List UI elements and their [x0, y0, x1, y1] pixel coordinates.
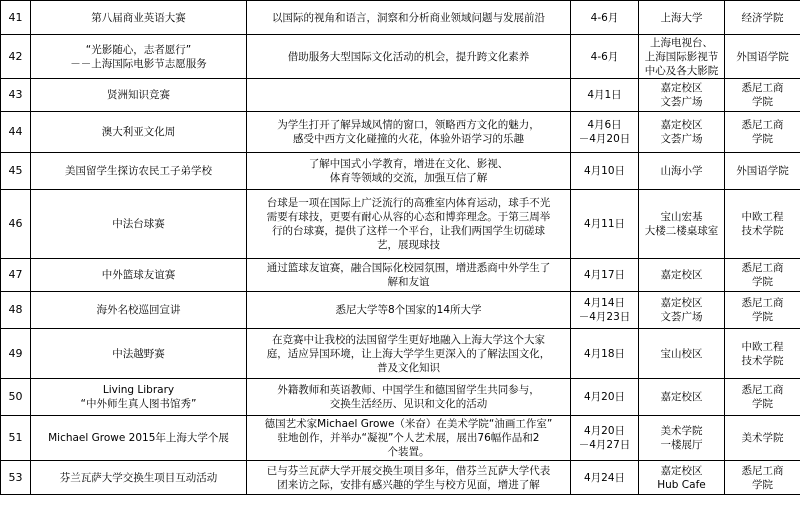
event-organizer-cell	[725, 379, 800, 416]
event-name-cell	[31, 379, 247, 416]
event-date-line: 4月20日	[583, 391, 626, 403]
table-row	[1, 153, 800, 190]
event-location-line: 嘉定校区	[660, 119, 703, 131]
event-date-cell	[571, 329, 639, 379]
event-name-line: 中法越野赛	[112, 347, 165, 360]
event-description-line: 德国艺术家Michael Growe（米奋）在美术学院“油画工作室”	[264, 418, 553, 430]
event-date-line: 4月24日	[583, 471, 626, 484]
event-location-cell	[639, 292, 725, 329]
event-location-line: 大楼二楼桌球室	[644, 225, 719, 237]
event-organizer-line: 悉尼工商	[741, 464, 784, 477]
event-description-line: 交换生活经历、见识和文化的活动	[329, 398, 488, 410]
event-date-cell	[571, 259, 639, 292]
event-description-cell	[247, 329, 571, 379]
event-name-line: Michael Growe 2015年上海大学个展	[48, 432, 229, 444]
event-name-line: 贤洲知识竞赛	[107, 89, 170, 101]
event-number-cell: 48	[1, 292, 31, 329]
event-date-line: 4月10日	[583, 165, 626, 177]
event-organizer-cell	[725, 416, 800, 461]
event-name-cell	[31, 153, 247, 190]
table-row	[1, 379, 800, 416]
event-location-cell	[639, 259, 725, 292]
event-description-line: 解和友谊	[387, 276, 430, 288]
event-description-line: 团来访之际，安排有感兴趣的学生与校方见面，增进了解	[277, 478, 540, 491]
event-organizer-line: 学院	[752, 478, 773, 491]
event-date-line: 4月18日	[583, 347, 626, 360]
event-location-line: 美术学院	[660, 425, 703, 437]
event-description-line: 借助服务大型国际文化活动的机会，提升跨文化素养	[287, 50, 530, 63]
event-location-line: 文荟广场	[660, 311, 703, 323]
event-location-cell	[639, 1, 725, 35]
event-description-line: 了解中国式小学教育，增进在文化、影视、	[308, 158, 509, 170]
event-description-line: 通过篮球友谊赛，融合国际化校园氛围，增进悉商中外学生了	[266, 262, 551, 274]
event-location-cell	[639, 79, 725, 112]
event-description-line: 以国际的视角和语言，洞察和分析商业领域问题与发展前沿	[272, 11, 545, 24]
event-date-line: －4月27日	[578, 439, 631, 451]
event-description-cell	[247, 379, 571, 416]
event-name-line: Living Library	[102, 384, 175, 396]
event-location-cell	[639, 416, 725, 461]
event-organizer-cell	[725, 259, 800, 292]
event-organizer-cell	[725, 35, 800, 79]
event-date-line: －4月20日	[578, 133, 631, 145]
event-date-cell	[571, 379, 639, 416]
event-name-cell	[31, 35, 247, 79]
event-date-cell	[571, 1, 639, 35]
event-description-cell	[247, 153, 571, 190]
event-date-cell	[571, 292, 639, 329]
table-row	[1, 329, 800, 379]
event-name-line: 美国留学生探访农民工子弟学校	[65, 165, 212, 177]
event-description-line: 已与芬兰瓦萨大学开展交换生项目多年，借芬兰瓦萨大学代表	[266, 464, 551, 477]
event-location-line: 嘉定校区	[660, 269, 703, 281]
event-date-cell	[571, 153, 639, 190]
table-row	[1, 35, 800, 79]
event-name-cell	[31, 461, 247, 495]
event-organizer-cell	[725, 153, 800, 190]
event-location-line: 嘉定校区	[660, 464, 703, 477]
event-description-line: 悉尼大学等8个国家的14所大学	[335, 304, 482, 316]
event-organizer-line: 悉尼工商	[741, 119, 784, 131]
event-location-line: 山海小学	[660, 165, 703, 177]
event-location-line: 嘉定校区	[660, 391, 703, 403]
event-date-line: 4月11日	[583, 218, 626, 230]
event-location-cell	[639, 461, 725, 495]
event-number-cell: 53	[1, 461, 31, 495]
event-number-cell: 43	[1, 79, 31, 112]
event-description-line: 体育等领域的交流，加强互信了解	[329, 172, 488, 184]
event-organizer-line: 技术学院	[741, 225, 784, 237]
event-location-line: 嘉定校区	[660, 297, 703, 309]
event-location-line: 中心及各大影院	[644, 64, 719, 77]
event-location-cell	[639, 379, 725, 416]
event-date-cell	[571, 461, 639, 495]
event-organizer-cell	[725, 329, 800, 379]
event-description-cell	[247, 190, 571, 259]
event-description-cell	[247, 79, 571, 112]
event-description-cell	[247, 112, 571, 153]
event-name-cell	[31, 79, 247, 112]
event-organizer-line: 学院	[752, 96, 773, 108]
event-organizer-line: 外国语学院	[736, 165, 789, 177]
event-organizer-line: 技术学院	[741, 354, 784, 367]
event-location-line: 宝山校区	[660, 347, 703, 360]
event-name-line: “中外师生真人图书馆秀”	[80, 398, 197, 410]
event-location-cell	[639, 329, 725, 379]
event-location-line: 上海电视台、	[650, 36, 713, 49]
event-location-line: Hub Cafe	[657, 478, 706, 491]
event-organizer-cell	[725, 112, 800, 153]
event-organizer-line: 学院	[752, 133, 773, 145]
event-date-line: 4-6月	[590, 50, 619, 63]
event-organizer-line: 学院	[752, 276, 773, 288]
event-organizer-line: 中欧工程	[741, 340, 784, 353]
event-description-line: 庭，适应异国环境，让上海大学学生更深入的了解法国文化，	[266, 347, 551, 360]
event-number-cell: 44	[1, 112, 31, 153]
event-location-cell	[639, 153, 725, 190]
event-name-cell	[31, 329, 247, 379]
event-name-line: “光影随心，志者愿行”	[85, 43, 192, 56]
event-location-cell	[639, 35, 725, 79]
event-location-line: 上海大学	[660, 11, 703, 24]
event-name-cell	[31, 292, 247, 329]
event-description-line: 外籍教师和英语教师、中国学生和德国留学生共同参与，	[277, 384, 540, 396]
event-date-line: 4月6日	[587, 119, 622, 131]
event-organizer-line: 悉尼工商	[741, 262, 784, 274]
event-name-cell	[31, 259, 247, 292]
event-description-line: 台球是一项在国际上广泛流行的高雅室内体育运动，球手不光	[266, 197, 551, 209]
event-description-cell	[247, 1, 571, 35]
event-name-line: 澳大利亚文化周	[101, 126, 176, 138]
event-organizer-cell	[725, 1, 800, 35]
table-row	[1, 79, 800, 112]
event-organizer-line: 经济学院	[741, 11, 784, 24]
event-description-line: 感受中西方文化碰撞的火花，体验外语学习的乐趣	[293, 133, 524, 145]
event-description-cell	[247, 461, 571, 495]
event-organizer-line: 悉尼工商	[741, 297, 784, 309]
event-description-cell	[247, 292, 571, 329]
event-date-cell	[571, 190, 639, 259]
table-row	[1, 259, 800, 292]
event-location-line: 宝山宏基	[660, 211, 703, 223]
event-name-line: 中外篮球友谊赛	[101, 269, 176, 281]
event-number-cell: 49	[1, 329, 31, 379]
event-organizer-line: 悉尼工商	[741, 384, 784, 396]
event-date-cell	[571, 416, 639, 461]
table-row	[1, 416, 800, 461]
event-description-line: 艺，展现球技	[377, 239, 440, 251]
table-row	[1, 1, 800, 35]
event-date-line: 4月20日	[583, 425, 626, 437]
event-date-line: 4月1日	[587, 89, 622, 101]
event-name-line: －－上海国际电影节志愿服务	[70, 57, 207, 70]
event-name-line: 第八届商业英语大赛	[91, 11, 186, 24]
event-date-cell	[571, 35, 639, 79]
event-description-line: 个装置。	[387, 446, 430, 458]
event-location-line: 一楼展厅	[660, 439, 703, 451]
event-location-cell	[639, 112, 725, 153]
event-organizer-cell	[725, 461, 800, 495]
event-date-cell	[571, 79, 639, 112]
event-description-line: 普及文化知识	[377, 361, 440, 374]
event-date-line: 4月14日	[583, 297, 626, 309]
event-location-line: 文荟广场	[660, 133, 703, 145]
table-row	[1, 112, 800, 153]
event-number-cell: 47	[1, 259, 31, 292]
events-table-body	[1, 1, 800, 495]
event-organizer-cell	[725, 190, 800, 259]
event-name-cell	[31, 1, 247, 35]
event-date-line: 4-6月	[590, 11, 619, 24]
event-description-cell	[247, 259, 571, 292]
event-number-cell: 51	[1, 416, 31, 461]
event-name-cell	[31, 190, 247, 259]
event-description-line: 在竞赛中让我校的法国留学生更好地融入上海大学这个大家	[272, 333, 545, 346]
event-organizer-line: 学院	[752, 311, 773, 323]
event-organizer-line: 中欧工程	[741, 211, 784, 223]
event-description-line: 需要有球技，更要有耐心从容的心态和博弈理念。于第三周举	[266, 211, 551, 223]
event-name-cell	[31, 112, 247, 153]
event-description-cell	[247, 35, 571, 79]
event-organizer-line: 外国语学院	[736, 50, 789, 63]
event-date-cell	[571, 112, 639, 153]
event-name-line: 芬兰瓦萨大学交换生项目互动活动	[59, 471, 218, 484]
event-location-cell	[639, 190, 725, 259]
event-name-line: 中法台球赛	[112, 218, 165, 230]
event-location-line: 上海国际影视节	[644, 50, 719, 63]
event-description-line: 驻地创作，并举办“凝视”个人艺术展，展出76幅作品和2	[277, 432, 540, 444]
event-organizer-cell	[725, 79, 800, 112]
event-number-cell: 42	[1, 35, 31, 79]
event-organizer-cell	[725, 292, 800, 329]
event-organizer-line: 学院	[752, 398, 773, 410]
event-location-line: 嘉定校区	[660, 82, 703, 94]
event-name-line: 海外名校巡回宣讲	[96, 304, 181, 316]
event-name-cell	[31, 416, 247, 461]
event-date-line: －4月23日	[578, 311, 631, 323]
event-number-cell: 45	[1, 153, 31, 190]
event-description-line: 行的台球赛，提供了这样一个平台，让我们两国学生切磋球	[272, 225, 545, 237]
event-number-cell: 41	[1, 1, 31, 35]
event-organizer-line: 美术学院	[741, 432, 784, 444]
table-row	[1, 461, 800, 495]
table-row	[1, 190, 800, 259]
event-number-cell: 50	[1, 379, 31, 416]
table-row	[1, 292, 800, 329]
event-description-cell	[247, 416, 571, 461]
event-organizer-line: 悉尼工商	[741, 82, 784, 94]
event-date-line: 4月17日	[583, 269, 626, 281]
event-location-line: 文荟广场	[660, 96, 703, 108]
event-number-cell: 46	[1, 190, 31, 259]
event-description-line: 为学生打开了解异域风情的窗口，领略西方文化的魅力，	[277, 119, 540, 131]
